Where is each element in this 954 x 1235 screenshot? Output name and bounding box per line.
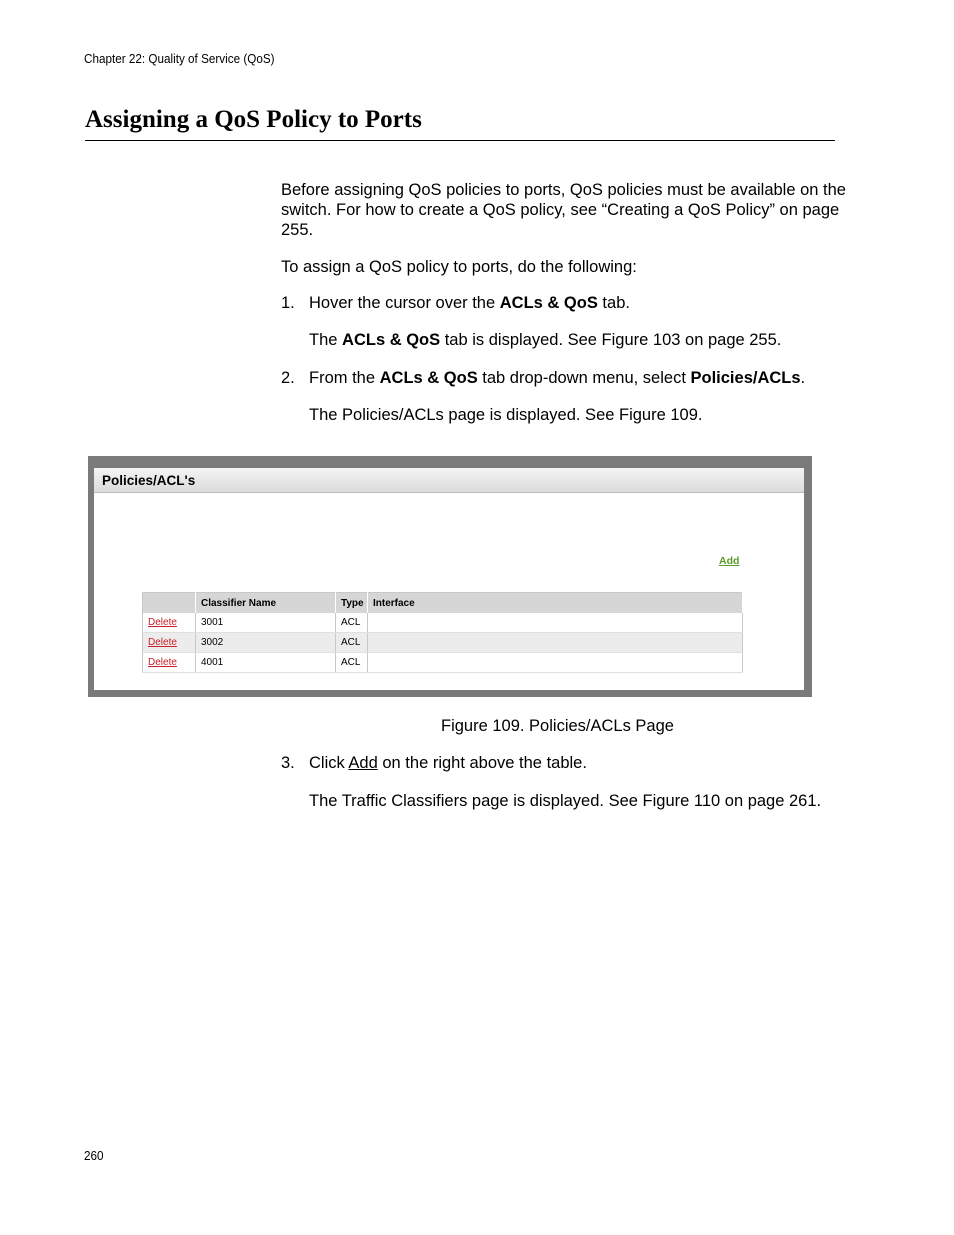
title-rule (85, 140, 835, 141)
classifier-table (142, 592, 743, 673)
table-row (143, 613, 743, 633)
section-title: Assigning a QoS Policy to Ports (85, 106, 422, 133)
interface-cell (368, 633, 743, 653)
panel-title: Policies/ACL's (102, 473, 196, 488)
step-1-text: Hover the cursor over the ACLs & QoS tab. (309, 294, 630, 312)
delete-link[interactable]: Delete (148, 657, 177, 668)
intro-paragraph: Before assigning QoS policies to ports, QoS policies must be available on the switch. For how to create a QoS policy, see “Creating a QoS Policy” on page 255. (281, 181, 846, 239)
table-row (143, 633, 743, 653)
policies-panel (94, 468, 804, 690)
step-number-2: 2. (281, 369, 295, 387)
add-link[interactable]: Add (719, 555, 740, 567)
column-header-classifier-name: Classifier Name (196, 593, 336, 614)
classifier-name-cell: 3001 (196, 613, 336, 633)
step-number-1: 1. (281, 294, 295, 312)
column-header-action (143, 593, 196, 614)
classifier-name-cell: 4001 (196, 653, 336, 673)
step-2-result: The Policies/ACLs page is displayed. See Figure 109. (309, 406, 703, 424)
figure-caption: Figure 109. Policies/ACLs Page (441, 717, 674, 735)
interface-cell (368, 613, 743, 633)
delete-link[interactable]: Delete (148, 637, 177, 648)
type-cell: ACL (336, 653, 368, 673)
step-3-result: The Traffic Classifiers page is displayed. See Figure 110 on page 261. (309, 792, 822, 810)
add-reference: Add (348, 754, 378, 772)
table-row (143, 653, 743, 673)
column-header-type: Type (336, 593, 368, 614)
step-number-3: 3. (281, 754, 295, 772)
column-header-interface: Interface (368, 593, 743, 614)
type-cell: ACL (336, 633, 368, 653)
policies-acls-screenshot (88, 456, 812, 697)
page-number: 260 (84, 1148, 104, 1163)
step-1-result: The ACLs & QoS tab is displayed. See Figure 103 on page 255. (309, 331, 782, 349)
step-2-text: From the ACLs & QoS tab drop-down menu, select Policies/ACLs. (309, 369, 806, 387)
panel-header (94, 468, 804, 493)
step-3-text: Click Add on the right above the table. (309, 754, 587, 772)
running-head: Chapter 22: Quality of Service (QoS) (84, 51, 275, 66)
table-header-row (143, 593, 743, 614)
classifier-name-cell: 3002 (196, 633, 336, 653)
interface-cell (368, 653, 743, 673)
type-cell: ACL (336, 613, 368, 633)
delete-link[interactable]: Delete (148, 617, 177, 628)
instruction-paragraph: To assign a QoS policy to ports, do the following: (281, 258, 637, 276)
